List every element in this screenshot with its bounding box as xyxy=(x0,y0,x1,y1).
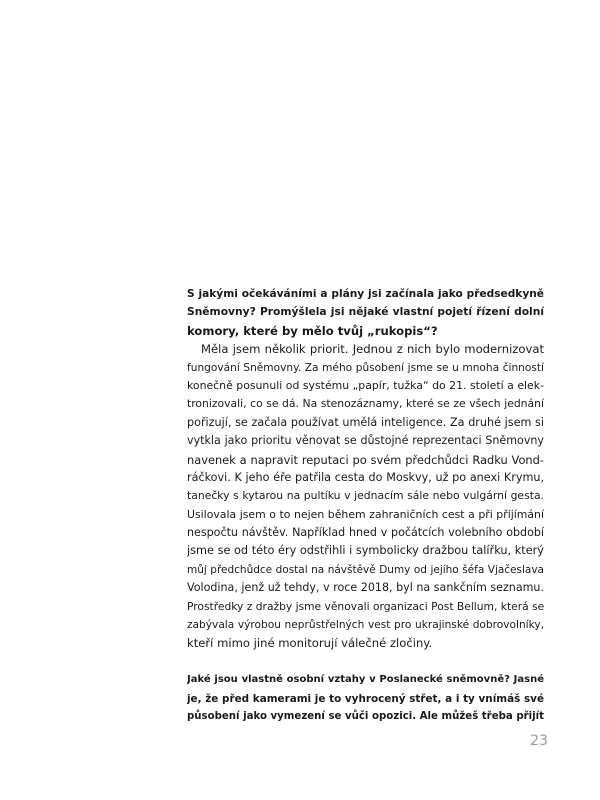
question-line: S jakými očekáváními a plány jsi začínala jako předsedkyně xyxy=(187,288,544,300)
answer-line: navenek a napravit reputaci po svém předchůdci Radku Vond- xyxy=(187,452,544,467)
answer-line: jsme se od této éry odstřihli i symbolicky dražbou talířku, který xyxy=(187,544,544,558)
answer-line: můj předchůdce dostal na návštěvě Dumy od jejího šéfa Vjačeslava xyxy=(187,563,544,576)
answer-line: tronizovali, co se dá. Na stenozáznamy, které se ze všech jednání xyxy=(187,397,544,411)
answer-line: vytkla jako prioritu věnovat se důstojné reprezentaci Sněmovny xyxy=(187,434,544,448)
paragraph-gap xyxy=(187,653,544,671)
answer-line: nespočtu návštěv. Například hned v počátcích volebního období xyxy=(187,526,544,540)
answer-line: fungování Sněmovny. Za mého působení jsme se u mnoha činností xyxy=(187,361,544,374)
answer-line: kteří mimo jiné monitorují válečné zločiny. xyxy=(187,636,433,651)
answer-1 xyxy=(187,340,544,653)
answer-line: Měla jsem několik priorit. Jednou z nich bylo modernizovat xyxy=(201,342,544,357)
answer-line: zabývala výrobou neprůstřelných vest pro ukrajinské dobrovolníky, xyxy=(187,619,544,632)
question-line: Sněmovny? Promýšlela jsi nějaké vlastní pojetí řízení dolní xyxy=(187,305,544,319)
answer-line: ráčkovi. K jeho éře patřila cesta do Moskvy, už po anexi Krymu, xyxy=(187,470,544,484)
page-number: 23 xyxy=(530,733,548,749)
answer-line: Volodina, jenž už tehdy, v roce 2018, byl na sankčním seznamu. xyxy=(187,581,544,595)
answer-line: pořizují, se začala používat umělá inteligence. Za druhé jsem si xyxy=(187,415,544,429)
question-line: komory, které by mělo tvůj „rukopis“? xyxy=(187,323,438,338)
question-1 xyxy=(187,285,544,340)
body-text xyxy=(187,285,544,726)
question-line: je, že před kamerami je to vyhrocený střet, a i ty vnímáš své xyxy=(187,692,544,705)
question-line: Jaké jsou vlastně osobní vztahy v Poslanecké sněmovně? Jasné xyxy=(187,674,544,686)
answer-line: Usilovala jsem o to nejen během zahraničních cest a při přijímání xyxy=(187,507,544,521)
answer-line: Prostředky z dražby jsme věnovali organizaci Post Bellum, která se xyxy=(187,599,544,613)
question-line: působení jako vymezení se vůči opozici. Ale můžeš třeba přijít xyxy=(187,710,544,722)
question-2 xyxy=(187,671,544,726)
answer-line: konečně posunuli od systému „papír, tužka“ do 21. století a elek- xyxy=(187,378,544,392)
answer-line: tanečky s kytarou na pultíku v jednacím sále nebo vulgární gesta. xyxy=(187,489,544,503)
